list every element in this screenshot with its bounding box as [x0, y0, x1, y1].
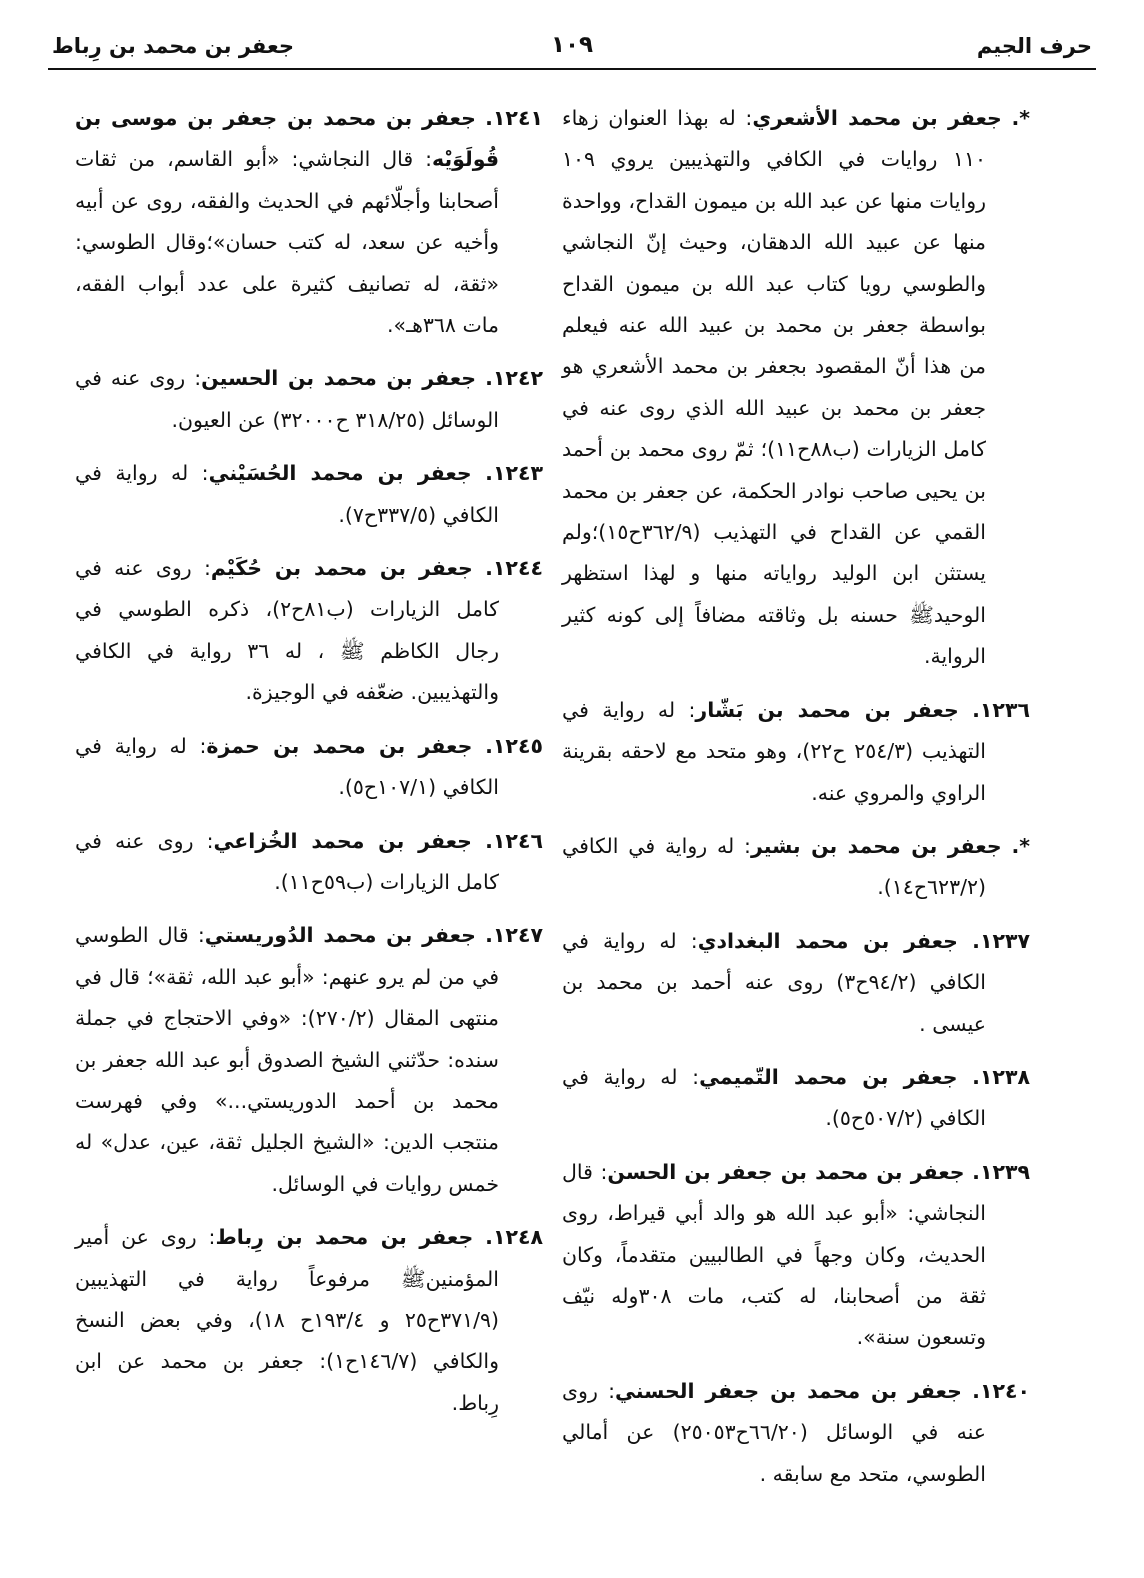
entry-title: جعفر بن محمد بن حمزة	[206, 733, 473, 758]
entry-number: ١٢٤٤.	[485, 556, 543, 581]
entry-text: : روى عنه في الوسائل (٦٦/٢٠ح٢٥٠٥٣) عن أمالي الطوسي، متحد مع سابقه .	[562, 1378, 986, 1486]
running-title: جعفر بن محمد بن رِباط	[52, 34, 294, 58]
entry-title: جعفر بن محمد بن جعفر بن الحسن	[607, 1159, 965, 1184]
entry-number: *.	[1011, 833, 1030, 858]
entry-number: ١٢٣٧.	[972, 928, 1030, 953]
entry-text: : له رواية في الكافي (٣٣٧/٥ح٧).	[75, 461, 499, 527]
entry-text: : روى عنه في كامل الزيارات (ب٥٩ح١١).	[75, 828, 499, 894]
entry	[562, 1152, 1030, 1359]
entry-title: جعفر بن محمد بن جعفر بن موسى بن قُولَوَيْه	[75, 106, 499, 172]
entry-number: *.	[1011, 106, 1030, 130]
entry-text: : له رواية في الكافي (٦٢٣/٢ح١٤).	[562, 833, 986, 900]
entry-number: ١٢٤٦.	[485, 828, 543, 853]
entry-title: جعفر بن محمد الخُزاعي	[213, 828, 472, 853]
entry	[75, 1217, 543, 1424]
entry-title: جعفر بن محمد الدُوريستي	[204, 923, 476, 948]
entry-number: ١٢٤٧.	[485, 923, 543, 948]
entry	[75, 358, 543, 441]
entry-title: جعفر بن محمد البغدادي	[697, 928, 958, 953]
entry-number: ١٢٤٣.	[485, 461, 543, 486]
entry	[75, 821, 543, 904]
entry	[562, 921, 1030, 1045]
right-column	[562, 98, 1030, 1507]
entry-text: : قال النجاشي: «أبو عبد الله هو والد أبي قيراط، روى الحديث، وكان وجهاً في الطالبيين متقدماً، وكان ثقة من أصحابنا، له كتب، مات ٣٠٨وله نيّف وتسعون سنة».	[562, 1159, 987, 1350]
entry-number: ١٢٤٥.	[485, 733, 543, 758]
entry-title: جعفر بن محمد الأشعري	[752, 106, 1002, 130]
entry-title: جعفر بن محمد بن رِباط	[215, 1225, 474, 1250]
entry-number: ١٢٤٨.	[485, 1225, 543, 1250]
entry	[562, 1057, 1030, 1140]
entry-title: جعفر بن محمد بن الحسين	[201, 366, 477, 391]
entry-text: : قال النجاشي: «أبو القاسم، من ثقات أصحابنا وأجلّائهم في الحديث والفقه، روى عن أبيه وأخيه عن سعد، له كتب حسان»؛وقال الطوسي: «ثقة، له تصانيف كثيرة على عدد أبواب الفقه، مات ٣٦٨هـ».	[75, 147, 499, 338]
entry-text: : له رواية في الكافي (١٠٧/١ح٥).	[75, 733, 499, 800]
entry-number: ١٢٤٠.	[972, 1378, 1030, 1403]
entry-title: جعفر بن محمد بن بشير	[750, 833, 1002, 858]
entry	[75, 726, 543, 809]
page-number: ١٠٩	[550, 32, 594, 58]
entry	[562, 690, 1030, 814]
entry-title: جعفر بن محمد بن بَشّار	[695, 697, 959, 722]
entry-text: : روى عن أمير المؤمنينﷺ مرفوعاً رواية في التهذيبين (٣٧١/٩ح٢٥ و ١٩٣/٤ح ١٨)، وفي بعض النسخ والكافي (١٤٦/٧ح١): جعفر بن محمد عن ابن رِباط.	[75, 1225, 500, 1415]
entry-text: : روى عنه في الوسائل (٣١٨/٢٥ ح٣٢٠٠٠) عن العيون.	[75, 366, 499, 432]
entry	[562, 98, 1030, 678]
entry-text: : له بهذا العنوان زهاء ١١٠ روايات في الكافي والتهذيبين يروي ١٠٩ روايات منها عن عبد الله بن ميمون القداح، وواحدة منها عن عبيد الله الدهقان، وحيث إنّ النجاشي والطوسي رويا كتاب عبد الله بن ميمون القداح بواسطة جعفر بن محمد بن عبيد الله عنه فيعلم من هذا أنّ المقصود بجعفر بن محمد الأشعري هو جعفر بن محمد بن عبيد الله الذي روى عنه في كامل الزيارات (ب٨٨ح١١)؛ ثمّ روى محمد بن أحمد بن يحيى صاحب نوادر الحكمة، عن جعفر بن محمد القمي عن القداح في التهذيب (٣٦٢/٩ح١٥)؛ولم يستثن ابن الوليد رواياته منها و لهذا استظهر الوحيدﷺ حسنه بل وثاقته مضافاً إلى كونه كثير الرواية.	[562, 106, 986, 669]
entry-title: جعفر بن محمد بن جعفر الحسني	[615, 1378, 962, 1403]
entry	[75, 915, 543, 1205]
entry-number: ١٢٤٢.	[485, 366, 543, 391]
entry-number: ١٢٣٨.	[972, 1064, 1030, 1089]
entry-title: جعفر بن محمد الحُسَيْني	[208, 461, 472, 486]
entry-title: جعفر بن محمد بن حُكَيْم	[210, 556, 473, 581]
entry-number: ١٢٣٦.	[972, 697, 1030, 722]
entry-title: جعفر بن محمد التّميمي	[699, 1064, 958, 1089]
entry-text: : روى عنه في كامل الزيارات (ب٨١ح٢)، ذكره الطوسي في رجال الكاظم ﷺ ، له ٣٦ رواية في الكافي والتهذيبين. ضعّفه في الوجيزة.	[75, 556, 499, 705]
left-column	[75, 98, 543, 1436]
entry-text: : له رواية في الكافي (٥٠٧/٢ح٥).	[562, 1064, 986, 1131]
entry-number: ١٢٤١.	[485, 106, 543, 130]
entry	[75, 548, 543, 714]
entry	[562, 826, 1030, 909]
page-header	[48, 30, 1096, 70]
entry	[75, 453, 543, 536]
entry-text: : له رواية في التهذيب (٢٥٤/٣ ح٢٢)، وهو متحد مع لاحقه بقرينة الراوي والمروي عنه.	[562, 697, 987, 805]
entry-text: : له رواية في الكافي (٩٤/٢ح٣) روى عنه أحمد بن محمد بن عيسى .	[562, 928, 986, 1036]
entry	[562, 1371, 1030, 1495]
entry-number: ١٢٣٩.	[972, 1159, 1030, 1184]
entry-text: : قال الطوسي في من لم يرو عنهم: «أبو عبد الله، ثقة»؛ قال في منتهى المقال (٢٧٠/٢): «وفي الاحتجاج في جملة سنده: حدّثني الشيخ الصدوق أبو عبد الله جعفر بن محمد بن أحمد الدوريستي...» وفي فهرست منتجب الدين: «الشيخ الجليل ثقة، عين، عدل» له خمس روايات في الوسائل.	[75, 923, 499, 1196]
section-title: حرف الجيم	[976, 34, 1092, 58]
entry	[75, 98, 543, 346]
